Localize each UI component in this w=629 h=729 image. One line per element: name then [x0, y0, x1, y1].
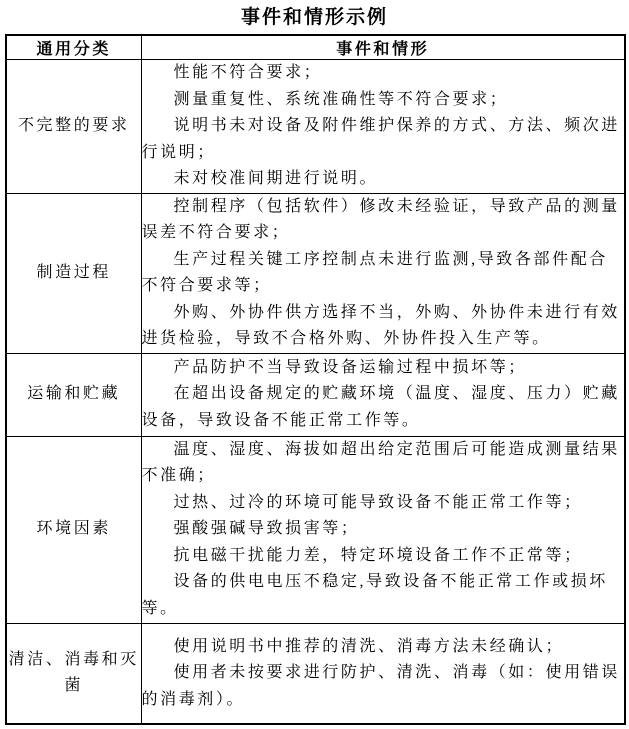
events-cell	[141, 623, 625, 724]
event-item: 设备的供电电压不稳定,导致设备不能正常工作或损坏等。	[141, 573, 608, 617]
column-header-events: 事件和情形	[141, 35, 625, 60]
table-row-transport-storage	[6, 353, 625, 436]
column-header-category: 通用分类	[6, 35, 141, 60]
event-item: 性能不符合要求；	[173, 64, 323, 81]
event-item: 生产过程关键工序控制点未进行监测,导致各部件配合不符合要求等；	[141, 250, 608, 294]
category-cell: 不完整的要求	[6, 60, 141, 194]
table-row-incomplete-requirements	[6, 60, 625, 194]
table-row-manufacturing-process	[6, 193, 625, 353]
table-row-environmental-factors	[6, 436, 625, 623]
event-item: 控制程序（包括软件）修改未经验证，导致产品的测量误差不符合要求；	[141, 197, 620, 241]
event-item: 使用者未按要求进行防护、清洗、消毒（如：使用错误的消毒剂）。	[141, 664, 620, 708]
event-item: 在超出设备规定的贮藏环境（温度、湿度、压力）贮藏设备，导致设备不能正常工作等。	[141, 385, 620, 429]
event-item: 外购、外协件供方选择不当，外购、外协件未进行有效进货检验，导致不合格外购、外协件投入生产等。	[141, 303, 620, 347]
event-item: 测量重复性、系统准确性等不符合要求；	[173, 90, 509, 108]
events-table	[5, 34, 626, 725]
event-item: 使用说明书中推荐的清洗、消毒方法未经确认；	[173, 637, 565, 655]
document-title: 事件和情形示例	[240, 7, 388, 28]
category-cell: 运输和贮藏	[6, 353, 141, 436]
events-cell	[141, 60, 625, 194]
event-item: 产品防护不当导致设备运输过程中损坏等；	[173, 358, 527, 376]
events-cell	[141, 193, 625, 353]
events-cell	[141, 353, 625, 436]
event-item: 强酸强碱导致损害等；	[173, 520, 360, 538]
event-item: 抗电磁干扰能力差，特定环境设备工作不正常等；	[173, 546, 583, 564]
event-item: 未对校准间期进行说明。	[173, 170, 379, 187]
event-item: 过热、过冷的环境可能导致设备不能正常工作等；	[173, 493, 583, 511]
category-cell: 环境因素	[6, 436, 141, 623]
events-cell	[141, 436, 625, 623]
category-cell: 制造过程	[6, 193, 141, 353]
header-row	[6, 35, 625, 60]
table-row-cleaning-disinfection-sterilization	[6, 623, 625, 724]
event-item: 温度、湿度、海拔如超出给定范围后可能造成测量结果不准确；	[141, 440, 620, 485]
category-cell: 清洁、消毒和灭菌	[6, 623, 141, 724]
event-item: 说明书未对设备及附件维护保养的方式、方法、频次进行说明；	[141, 117, 620, 161]
